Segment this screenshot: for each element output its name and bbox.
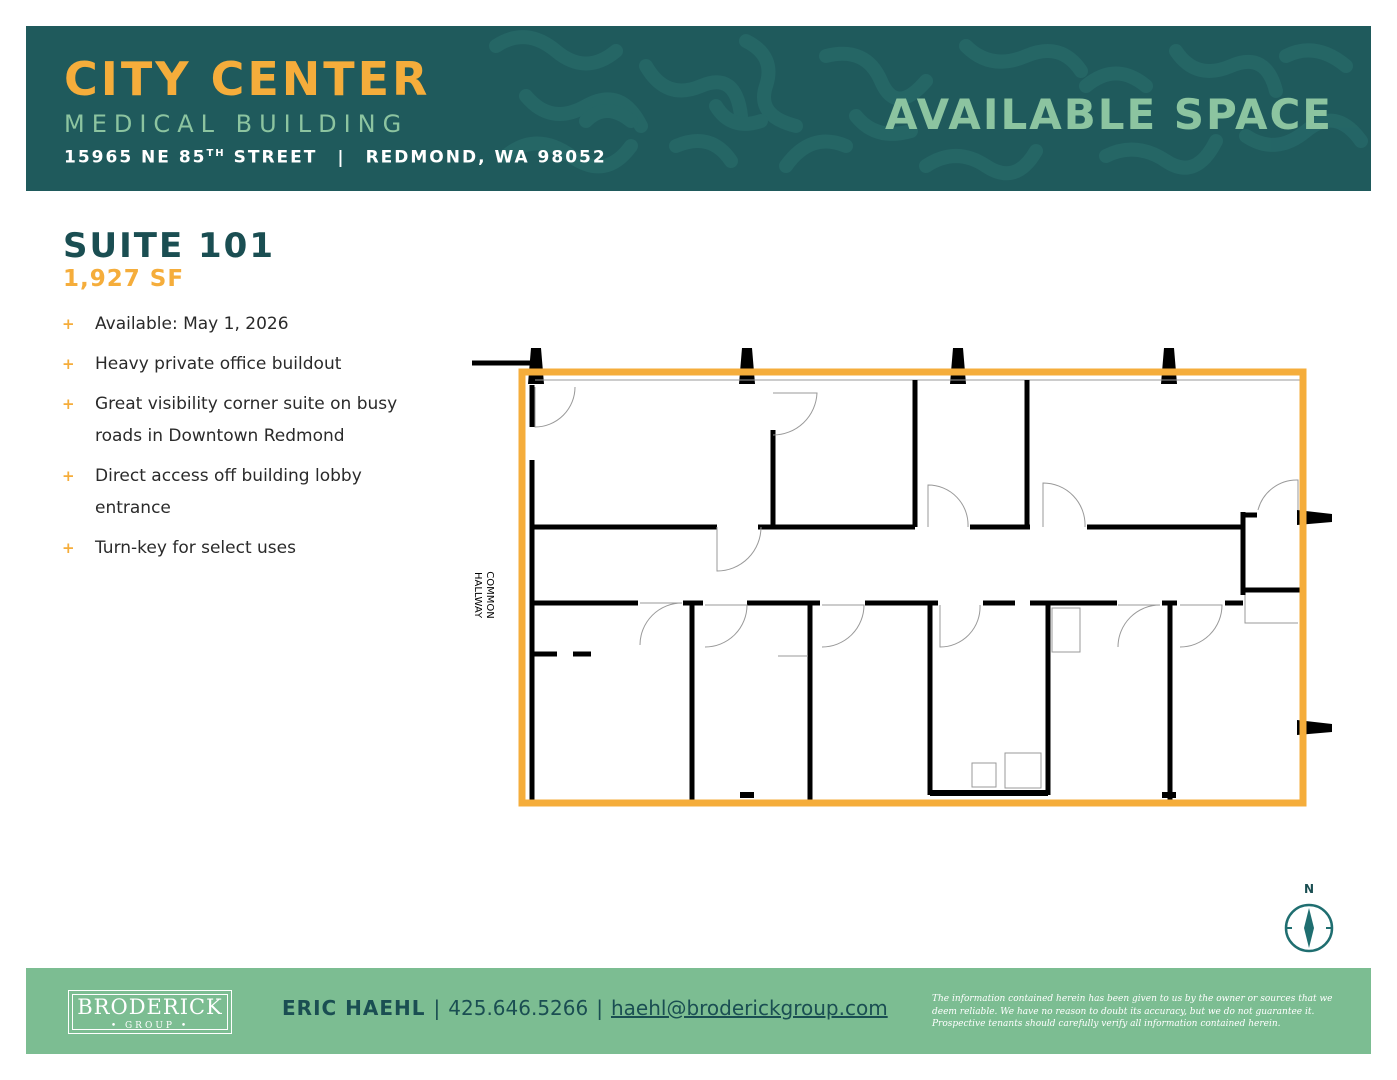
header-banner (26, 26, 1371, 191)
plus-icon: + (62, 467, 75, 485)
feature-item (62, 532, 442, 564)
contact-name: ERIC HAEHL (282, 996, 426, 1020)
address-city: REDMOND, WA 98052 (365, 147, 607, 168)
building-address (64, 149, 607, 167)
plus-icon: + (62, 539, 75, 557)
contact-line (282, 998, 888, 1018)
feature-item (62, 388, 442, 452)
logo-group: • GROUP • (110, 1021, 190, 1031)
contact-phone[interactable]: 425.646.5266 (448, 996, 589, 1020)
hallway-label-line2: HALLWAY (472, 571, 483, 619)
hallway-label (470, 565, 500, 625)
feature-item (62, 460, 442, 524)
contact-email-link[interactable]: haehl@broderickgroup.com (610, 996, 888, 1020)
feature-text: Direct access off building lobby entrance (95, 466, 362, 518)
address-ordinal: TH (206, 148, 226, 159)
compass-icon (1282, 880, 1336, 956)
address-separator: | (337, 147, 346, 168)
hallway-label-line1: COMMON (484, 571, 495, 619)
compass-needle (1304, 908, 1314, 948)
suite-size: 1,927 SF (63, 266, 185, 292)
plan-column (1161, 348, 1177, 384)
disclaimer-text: The information contained herein has been given to us by the owner or sources that we deem reliable. We have no reason to doubt its accuracy, but we do not guarantee it. Prospective tenants should carefully verify all information contained herein. (932, 994, 1333, 1029)
address-street-suffix: STREET (225, 147, 318, 168)
contact-separator: | (433, 996, 441, 1020)
compass-north-label: N (1303, 882, 1315, 896)
plan-column (739, 348, 755, 384)
plan-block (1162, 792, 1176, 798)
plan-block (740, 792, 754, 798)
address-street: 15965 NE 85 (64, 147, 207, 168)
plan-walls (532, 380, 1300, 800)
feature-item (62, 348, 442, 380)
plan-column (950, 348, 966, 384)
suite-title: SUITE 101 (63, 226, 275, 266)
contact-separator: | (596, 996, 603, 1020)
logo-name: BRODERICK (77, 995, 223, 1019)
plan-block (930, 790, 1048, 796)
feature-text: Heavy private office buildout (95, 354, 342, 374)
plus-icon: + (62, 395, 75, 413)
plus-icon: + (62, 355, 75, 373)
feature-item (62, 308, 442, 340)
available-space-badge: AVAILABLE SPACE (885, 90, 1333, 139)
feature-list (62, 308, 442, 572)
feature-text: Available: May 1, 2026 (95, 314, 289, 334)
footer-bar (26, 968, 1371, 1054)
feature-text: Turn-key for select uses (95, 538, 296, 558)
feature-text: Great visibility corner suite on busy roads in Downtown Redmond (95, 394, 398, 446)
broderick-logo (68, 990, 232, 1034)
plus-icon: + (62, 315, 75, 333)
building-subtitle: MEDICAL BUILDING (64, 110, 409, 138)
plan-column (528, 348, 544, 384)
building-title: CITY CENTER (64, 52, 431, 106)
floor-plan (465, 340, 1340, 815)
